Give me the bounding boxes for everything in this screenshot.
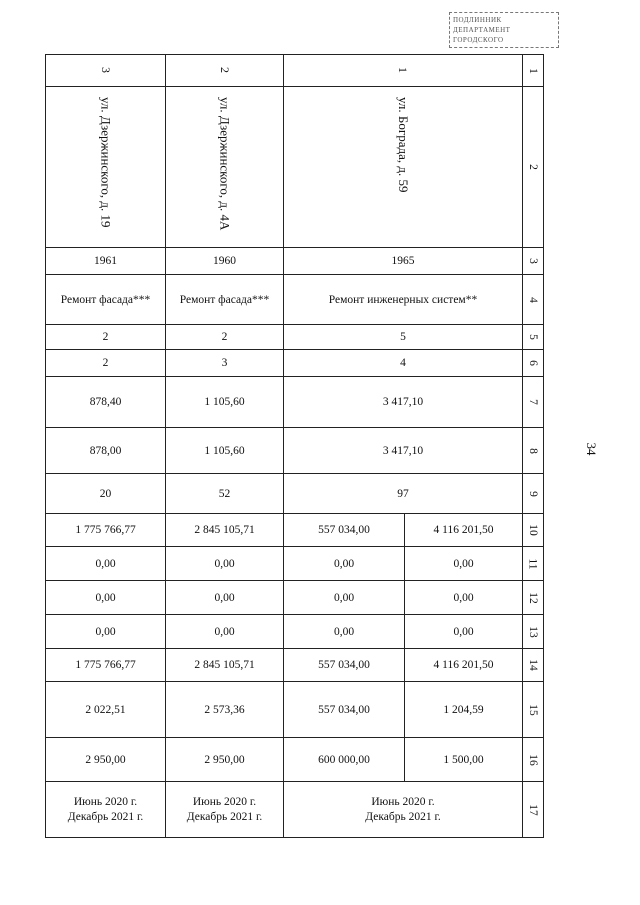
table-cell: 20 [46,474,166,514]
table-cell: Ремонт инженерных систем** [284,275,523,325]
date-cell [46,782,166,838]
table-cell: 878,40 [46,377,166,428]
table-cell: 0,00 [284,615,405,649]
table-cell: Ремонт фасада*** [46,275,166,325]
row-number: 10 [523,514,544,547]
table-cell: 4 116 201,50 [405,514,523,547]
table-cell: 2 573,36 [166,682,284,738]
row-number: 5 [523,325,544,350]
table-cell: 878,00 [46,428,166,474]
table-cell: 1 500,00 [405,738,523,782]
table-cell: 1 775 766,77 [46,514,166,547]
table-row [46,581,544,615]
page-number: 34 [584,442,599,456]
table-row [46,514,544,547]
table-cell: 1 775 766,77 [46,649,166,682]
date-end: Декабрь 2021 г. [186,810,263,823]
table-cell: 0,00 [46,581,166,615]
row-number: 15 [523,682,544,738]
date-start: Июнь 2020 г. [192,795,257,808]
date-start: Июнь 2020 г. [371,795,435,808]
date-cell [284,782,523,838]
table-cell: 2 [46,350,166,377]
table-cell: 2 845 105,71 [166,649,284,682]
row-number: 4 [523,275,544,325]
table-row [46,782,544,838]
table-cell: 2 950,00 [166,738,284,782]
row-number: 16 [523,738,544,782]
stamp-line: ПОДЛИННИК [453,16,502,24]
table-row [46,325,544,350]
table-cell: 1961 [46,248,166,275]
table-cell: 0,00 [284,547,405,581]
row-number: 13 [523,615,544,649]
address-cell: ул. Дзержинского, д. 19 [46,87,166,248]
table-cell: 557 034,00 [284,514,405,547]
table-cell: 5 [284,325,523,350]
row-number: 6 [523,350,544,377]
row-number: 2 [523,87,544,248]
table-cell: 0,00 [284,581,405,615]
table-cell: 1960 [166,248,284,275]
table-cell: 1965 [284,248,523,275]
date-end: Декабрь 2021 г. [67,810,144,823]
table-cell: 1 204,59 [405,682,523,738]
date-start: Июнь 2020 г. [73,795,138,808]
table-cell: 2 022,51 [46,682,166,738]
row-number: 11 [523,547,544,581]
table-row [46,682,544,738]
table-row [46,474,544,514]
table-cell: 97 [284,474,523,514]
table-row [46,649,544,682]
row-number: 1 [523,55,544,87]
table-cell: 3 417,10 [284,377,523,428]
row-number: 17 [523,782,544,838]
table-cell: 557 034,00 [284,649,405,682]
table-cell: 4 116 201,50 [405,649,523,682]
stamp [449,12,559,48]
table-cell: 0,00 [405,581,523,615]
table-row [46,377,544,428]
address-cell: ул. Дзержинского, д. 4А [166,87,284,248]
table-cell: 557 034,00 [284,682,405,738]
table-cell: 0,00 [405,547,523,581]
table-cell: 0,00 [166,581,284,615]
row-number: 12 [523,581,544,615]
table-row [46,55,544,87]
data-table-wrapper [45,54,543,823]
table-row [46,87,544,248]
table-cell: 0,00 [46,615,166,649]
row-number: 9 [523,474,544,514]
row-number: 14 [523,649,544,682]
table-row [46,428,544,474]
date-cell [166,782,284,838]
table-cell: 0,00 [46,547,166,581]
table-row [46,275,544,325]
row-number: 3 [523,248,544,275]
table-cell: 1 105,60 [166,428,284,474]
table-row [46,350,544,377]
table-cell: 4 [284,350,523,377]
table-cell: 2 845 105,71 [166,514,284,547]
table-cell: 52 [166,474,284,514]
table-cell: 2 [166,325,284,350]
stamp-line: ГОРОДСКОГО [453,36,504,44]
table-row [46,738,544,782]
date-end: Декабрь 2021 г. [365,810,441,823]
table-cell: 0,00 [166,547,284,581]
table-cell: 2 950,00 [46,738,166,782]
data-table [45,54,544,838]
table-cell: 1 105,60 [166,377,284,428]
row-number: 8 [523,428,544,474]
table-row [46,547,544,581]
table-row [46,615,544,649]
table-cell: 600 000,00 [284,738,405,782]
stamp-line: ДЕПАРТАМЕНТ [453,26,511,34]
table-row [46,248,544,275]
column-number: 3 [46,55,166,87]
table-cell: 3 417,10 [284,428,523,474]
table-cell: 0,00 [405,615,523,649]
table-cell: 3 [166,350,284,377]
table-cell: Ремонт фасада*** [166,275,284,325]
column-number: 2 [166,55,284,87]
row-number: 7 [523,377,544,428]
column-number: 1 [284,55,523,87]
address-cell: ул. Бограда, д. 59 [284,87,523,248]
table-cell: 2 [46,325,166,350]
table-cell: 0,00 [166,615,284,649]
